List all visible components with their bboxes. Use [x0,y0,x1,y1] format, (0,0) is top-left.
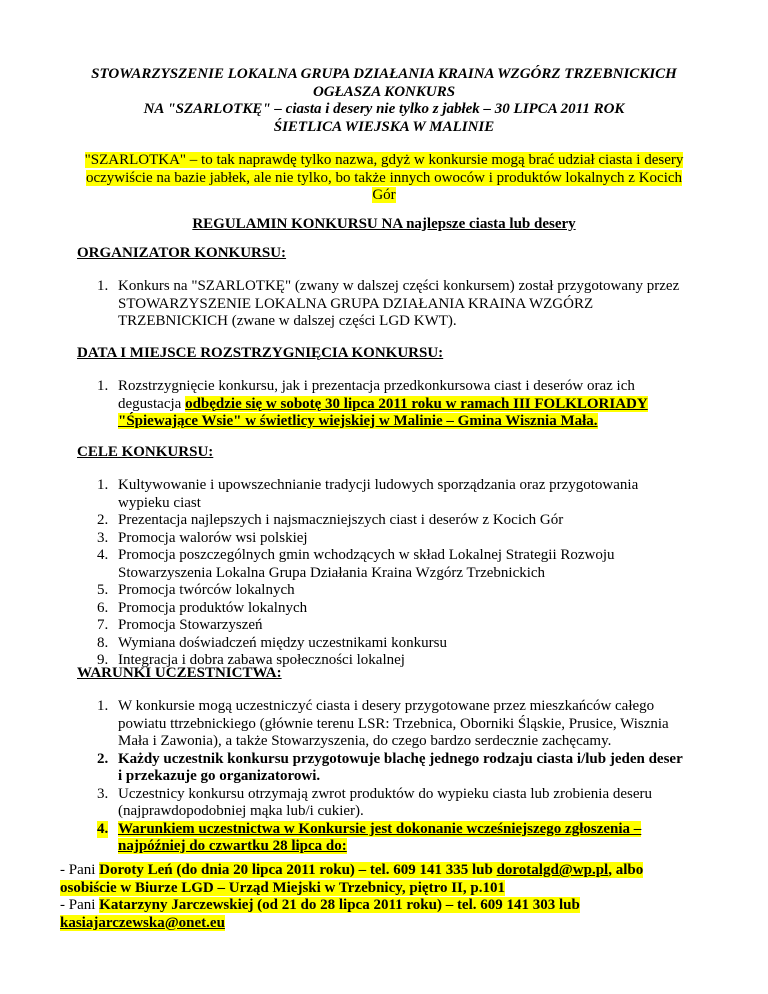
list-item [77,635,687,653]
cele-list [77,477,687,670]
contact-person-dorota: Doroty Leń (do dnia 20 lipca 2011 roku) – tel. 609 141 335 lub [99,862,497,878]
contact-suffix: , albo [608,862,644,878]
header-line: NA "SZARLOTKĘ" – ciasta i desery nie tylko z jabłek – 30 LIPCA 2011 ROK [143,101,625,117]
intro-line: "SZARLOTKA" – to tak naprawdę tylko nazwa, gdyż w konkursie mogą brać udział ciasta i desery [84,152,684,168]
event-date-highlight: odbędzie się w sobotę 30 lipca 2011 roku w ramach III FOLKLORIADY "Śpiewające Wsie" w świetlicy wiejskiej w Malinie – Gmina Wisznia Mała. [118,395,648,429]
list-item-text: Promocja walorów wsi polskiej [118,529,308,546]
email-link-katarzyna[interactable]: kasiajarczewska@onet.eu [60,914,225,931]
header-line: ŚIETLICA WIEJSKA W MALINIE [273,118,495,135]
section-heading-organizator: ORGANIZATOR KONKURSU: [77,245,287,261]
list-item-text: Każdy uczestnik konkursu przygotowuje blachę jednego rodzaju ciasta i/lub jeden deser i przekazuje go organizatorowi. [118,750,683,784]
list-number: 7. [97,617,109,633]
contact-info [60,862,720,932]
contact-line [60,897,720,915]
list-item [77,751,687,786]
list-number: 1. [97,477,109,493]
contact-line [60,915,720,933]
list-number: 1. [97,378,109,394]
list-item [77,698,687,751]
contact-prefix: - Pani [60,862,100,878]
list-item-text: Kultywowanie i upowszechnianie tradycji ludowych sporządzania oraz przygotowania wypieku ciast [118,477,639,511]
list-number: 9. [97,652,109,668]
list-item [77,547,687,582]
list-item-text: Konkurs na "SZARLOTKĘ" (zwany w dalszej części konkursem) został przygotowany przez STOWARZYSZENIE LOKALNA GRUPA DZIAŁANIA KRAINA WZGÓRZ TRZEBNICKICH (zwane w dalszej części LGD KWT). [118,278,680,329]
list-item [77,600,687,618]
intro-line: Gór [372,187,396,203]
list-number: 2. [97,512,109,528]
section-heading-cele: CELE KONKURSU: [77,444,214,460]
list-number: 2. [97,750,109,767]
header-line: STOWARZYSZENIE LOKALNA GRUPA DZIAŁANIA KRAINA WZGÓRZ TRZEBNICKICH [91,66,677,82]
intro-paragraph [60,152,708,205]
office-address: osobiście w Biurze LGD – Urząd Miejski w Trzebnicy, piętro II, p.101 [60,879,505,896]
section-heading-data-miejsce: DATA I MIEJSCE ROZSTRZYGNIĘCIA KONKURSU: [77,345,444,361]
list-item-text: Rozstrzygnięcie konkursu, jak i prezentacja przedkonkursowa ciast i deserów oraz ich degustacja [118,378,635,412]
section-heading-warunki: WARUNKI UCZESTNICTWA: [77,665,282,681]
list-item-text: Integracja i dobra zabawa społeczności lokalnej [118,652,405,668]
data-miejsce-list [77,378,687,431]
registration-deadline-highlight: Warunkiem uczestnictwa w Konkursie jest dokonanie wcześniejszego zgłoszenia – najpóźniej do czwartku 28 lipca do: [118,820,642,854]
header-line: OGŁASZA KONKURS [312,83,456,100]
list-item-text: W konkursie mogą uczestniczyć ciasta i desery przygotowane przez mieszkańców całego powiatu ttrzebnickiego (głównie terenu LSR: Trzebnica, Oborniki Śląskie, Prusice, Wisznia Mała i Zawonia), a także Stowarzyszenia, do czego bardzo serdecznie zachęcamy. [118,698,669,749]
list-item [77,512,687,530]
list-number: 6. [97,599,109,616]
email-link-dorota[interactable]: dorotalgd@wp.pl [496,862,609,878]
list-item-text: Prezentacja najlepszych i najsmaczniejszych ciast i deserów z Kocich Gór [118,512,564,528]
organizator-list [77,278,687,331]
list-item [77,617,687,635]
list-number: 8. [97,634,109,651]
list-number: 5. [97,582,109,598]
list-item-text: Promocja produktów lokalnych [118,599,308,616]
contact-line [60,880,720,898]
list-item [77,477,687,512]
list-item-text: Promocja Stowarzyszeń [118,617,263,633]
list-item-text: Promocja poszczególnych gmin wchodzących w skład Lokalnej Strategii Rozwoju Stowarzyszenia Lokalna Grupa Działania Kraina Wzgórz Trzebnickich [118,547,615,581]
list-item [77,378,687,431]
regulamin-title: REGULAMIN KONKURSU NA najlepsze ciasta lub desery [192,216,576,232]
list-item [77,530,687,548]
warunki-list [77,698,687,856]
list-number: 3. [97,785,109,802]
contact-person-katarzyna: Katarzyny Jarczewskiej (od 21 do 28 lipca 2011 roku) – tel. 609 141 303 lub [99,897,580,913]
list-item [77,582,687,600]
contact-line [60,862,720,880]
intro-line: oczywiście na bazie jabłek, ale nie tylko, bo także innych owoców i produktów lokalnych z Kocich [85,169,683,186]
list-item [77,786,687,821]
list-number: 4. [97,820,109,837]
list-item-text: Wymiana doświadczeń między uczestnikami konkursu [118,634,447,651]
list-item [77,278,687,331]
list-number: 4. [97,547,109,563]
list-number: 1. [97,698,109,714]
list-number: 1. [97,278,109,294]
list-item-text: Promocja twórców lokalnych [118,582,295,598]
announcement-header [60,66,708,136]
list-number: 3. [97,529,109,546]
contact-prefix: - Pani [60,897,100,913]
list-item-text: Uczestnicy konkursu otrzymają zwrot produktów do wypieku ciasta lub zrobienia deseru (najprawdopodobniej mąka lub/i cukier). [118,785,653,819]
list-item [77,821,687,856]
